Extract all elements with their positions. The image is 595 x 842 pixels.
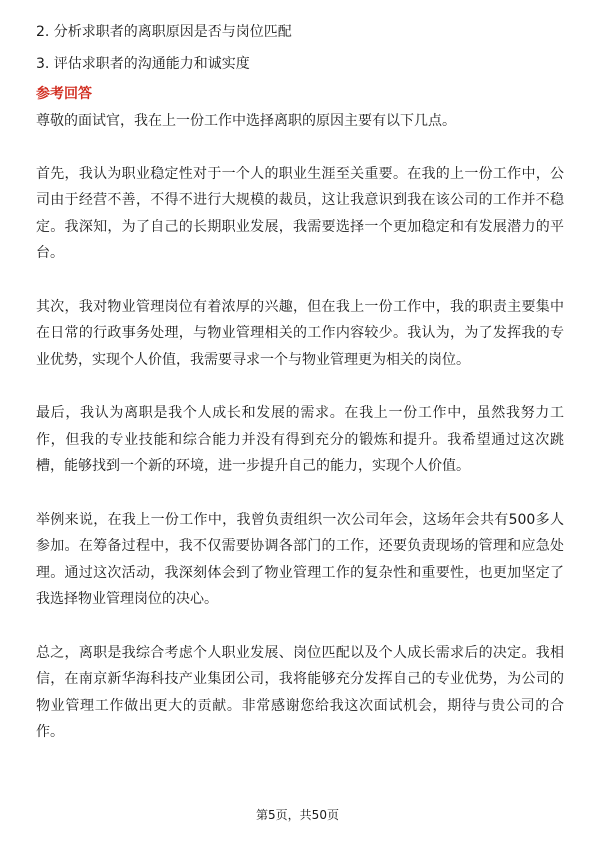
answer-paragraph-conclusion: 总之，离职是我综合考虑个人职业发展、岗位匹配以及个人成长需求后的决定。我相信，在南京新华海科技产业集团公司，我将能够充分发挥自己的专业优势，为公司的物业管理工作做出更大的贡献。非常感谢您给我这次面试机会，期待与贵公司的合作。	[36, 644, 564, 740]
answer-paragraph-example: 举例来说，在我上一份工作中，我曾负责组织一次公司年会，这场年会共有500多人参加。在筹备过程中，我不仅需要协调各部门的工作，还要负责现场的管理和应急处理。通过这次活动，我深刻体会到了物业管理工作的复杂性和重要性，也更加坚定了我选择物业管理岗位的决心。	[36, 511, 564, 607]
answer-paragraph-third: 最后，我认为离职是我个人成长和发展的需求。在我上一份工作中，虽然我努力工作，但我的专业技能和综合能力并没有得到充分的锻炼和提升。我希望通过这次跳槽，能够找到一个新的环境，进一步提升自己的能力，实现个人价值。	[36, 405, 564, 474]
page-footer: 第5页，共50页	[256, 808, 339, 822]
answer-paragraph-first: 首先，我认为职业稳定性对于一个人的职业生涯至关重要。在我的上一份工作中，公司由于经营不善，不得不进行大规模的裁员，这让我意识到我在该公司的工作并不稳定。我深知，为了自己的长期职业发展，我需要选择一个更加稳定和有发展潜力的平台。	[36, 165, 564, 261]
criteria-item-3: 3. 评估求职者的沟通能力和诚实度	[36, 56, 250, 72]
criteria-item-2: 2. 分析求职者的离职原因是否与岗位匹配	[36, 24, 292, 40]
answer-heading: 参考回答	[36, 86, 92, 102]
answer-paragraph-second: 其次，我对物业管理岗位有着浓厚的兴趣，但在我上一份工作中，我的职责主要集中在日常的行政事务处理，与物业管理相关的工作内容较少。我认为，为了发挥我的专业优势，实现个人价值，我需要寻求一个与物业管理更为相关的岗位。	[36, 298, 564, 368]
page-content	[36, 22, 564, 773]
answer-paragraph-intro: 尊敬的面试官，我在上一份工作中选择离职的原因主要有以下几点。	[36, 113, 456, 129]
